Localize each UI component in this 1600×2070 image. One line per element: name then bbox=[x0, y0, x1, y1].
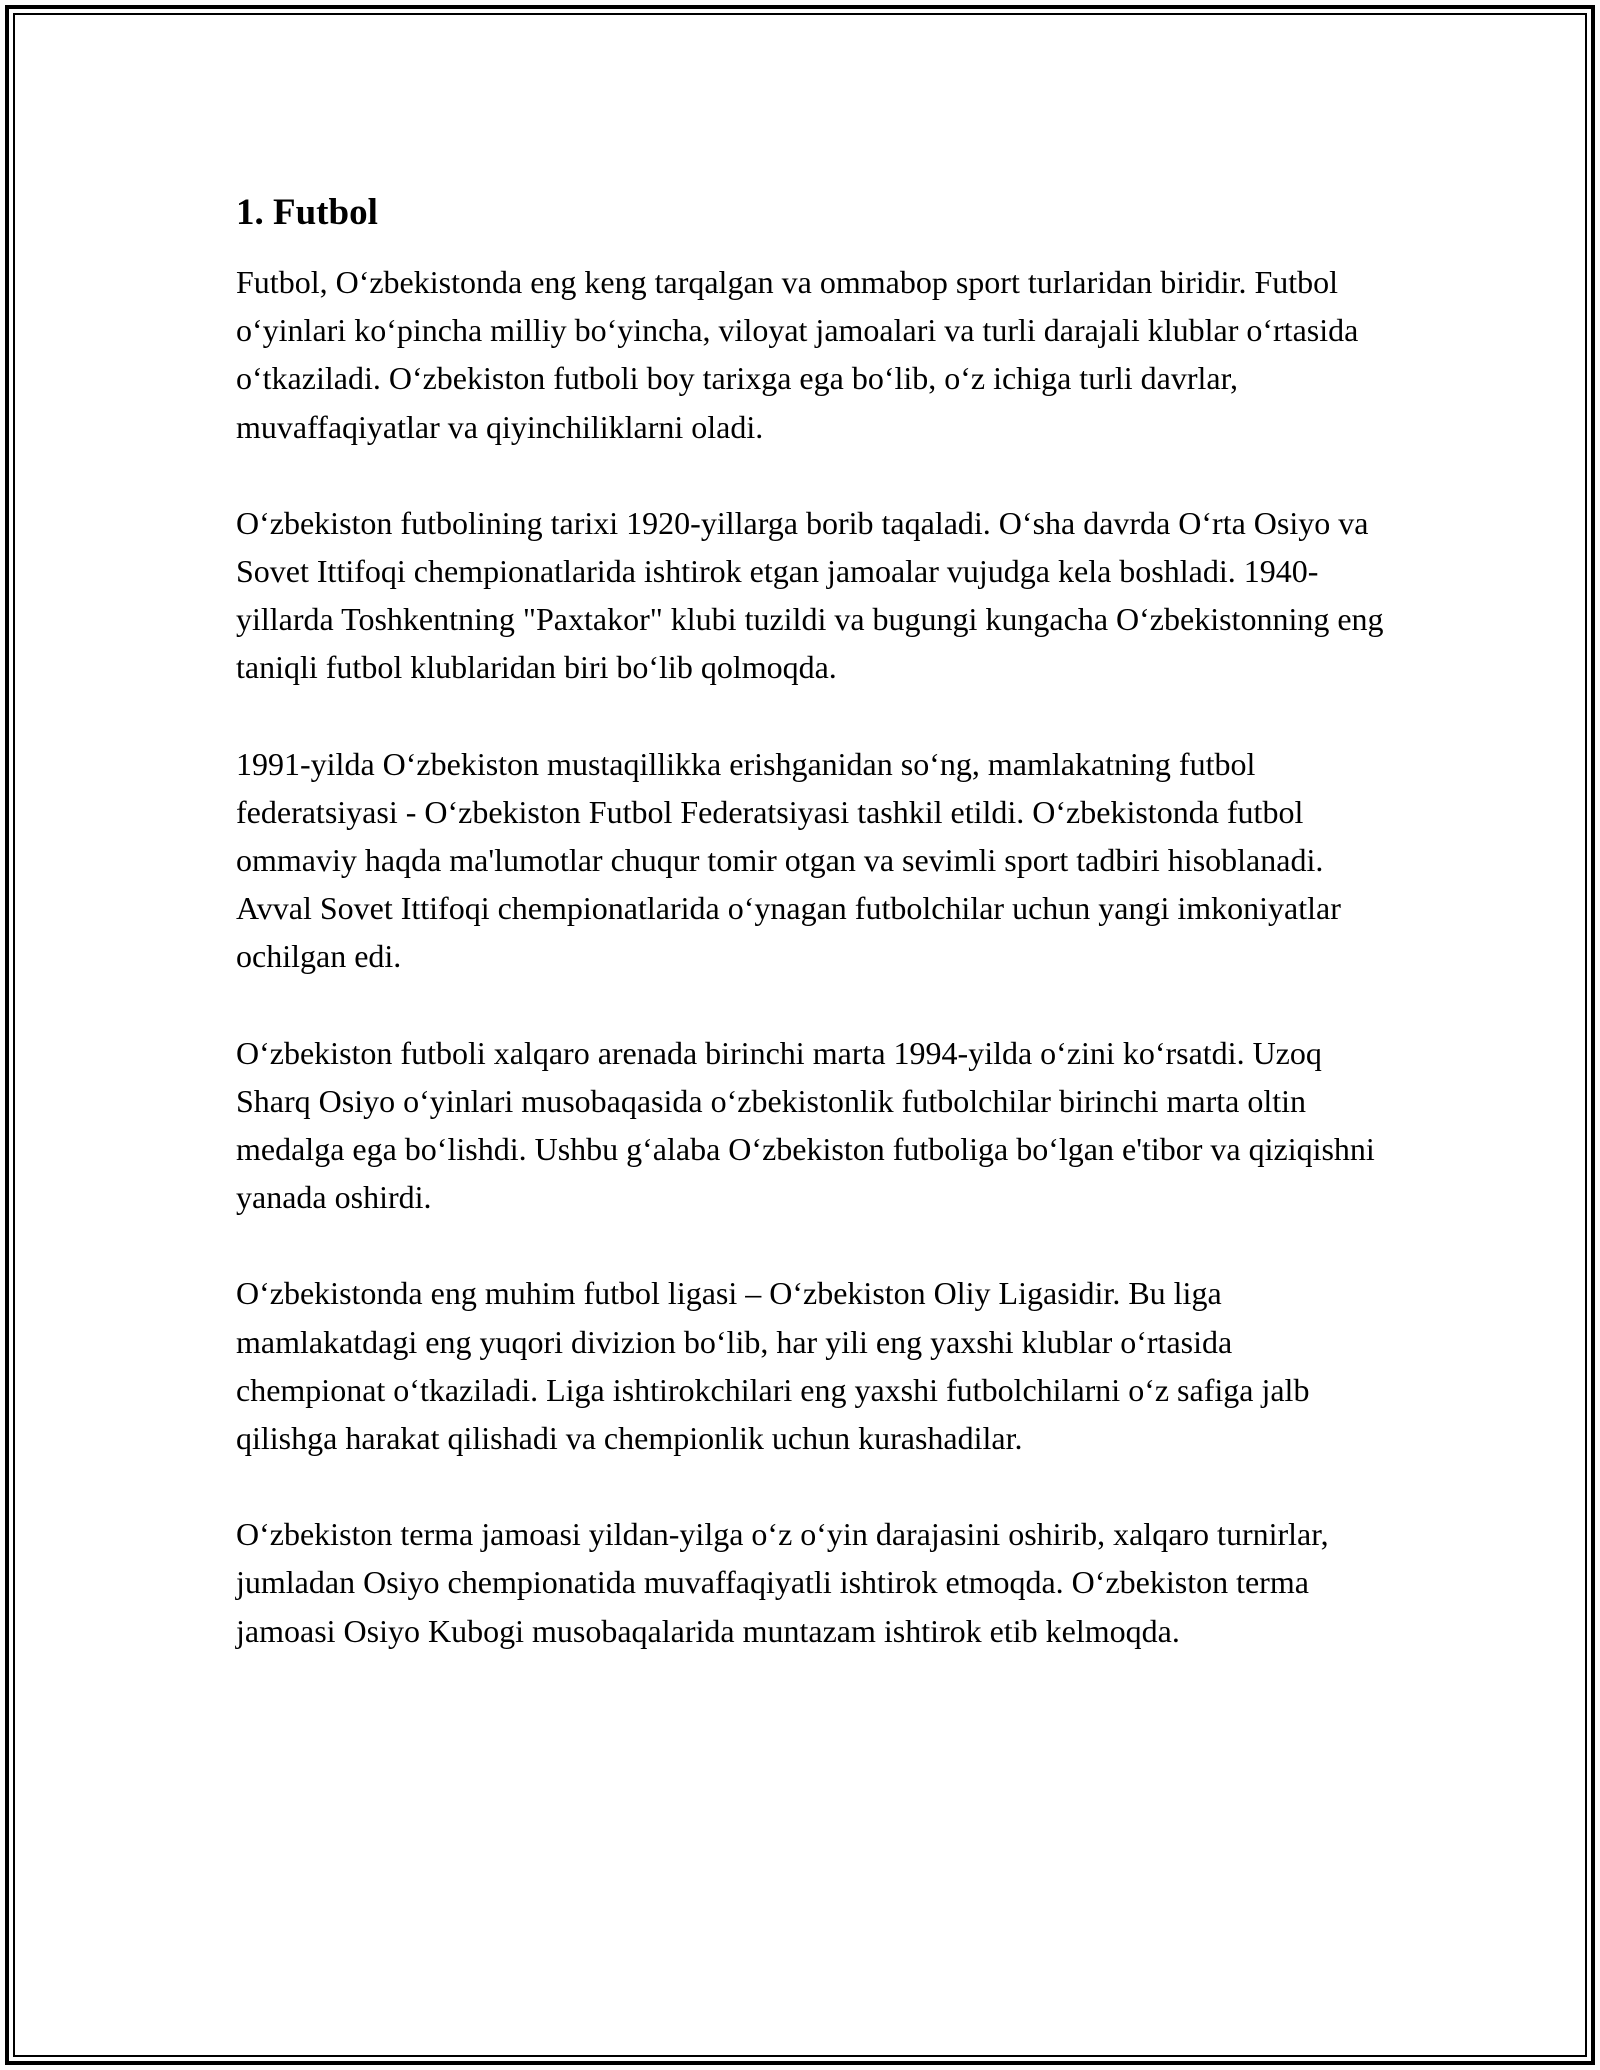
paragraph-independence: 1991-yilda O‘zbekiston mustaqillikka erishganidan so‘ng, mamlakatning futbol federatsiyasi - O‘zbekiston Futbol Federatsiyasi tashkil etildi. O‘zbekistonda futbol ommaviy haqda ma'lumotlar chuqur tomir otgan va sevimli sport tadbiri hisoblanadi. Avval Sovet Ittifoqi chempionatlarida o‘ynagan futbolchilar uchun yangi imkoniyatlar ochilgan edi. bbox=[236, 745, 1341, 975]
paragraph-international: O‘zbekiston futboli xalqaro arenada birinchi marta 1994-yilda o‘zini ko‘rsatdi. Uzoq Sharq Osiyo o‘yinlari musobaqasida o‘zbekistonlik futbolchilar birinchi marta oltin medalga ega bo‘lishdi. Ushbu g‘alaba O‘zbekiston futboliga bo‘lgan e'tibor va qiziqishni yanada oshirdi. bbox=[236, 1034, 1375, 1216]
paragraph-league: O‘zbekistonda eng muhim futbol ligasi – O‘zbekiston Oliy Ligasidir. Bu liga mamlakatdagi eng yuqori divizion bo‘lib, har yili eng yaxshi klublar o‘rtasida chempionat o‘tkaziladi. Liga ishtirokchilari eng yaxshi futbolchilarni o‘z safiga jalb qilishga harakat qilishadi va chempionlik uchun kurashadilar. bbox=[236, 1275, 1310, 1457]
document-body bbox=[236, 186, 1386, 1655]
paragraph-history: O‘zbekiston futbolining tarixi 1920-yillarga borib taqaladi. O‘sha davrda O‘rta Osiyo va Sovet Ittifoqi chempionatlarida ishtirok etgan jamoalar vujudga kela boshladi. 1940-yillarda Toshkentning "Paxtakor" klubi tuzildi va bugungi kungacha O‘zbekistonning eng taniqli futbol klublaridan biri bo‘lib qolmoqda. bbox=[236, 504, 1384, 686]
paragraph-intro: Futbol, O‘zbekistonda eng keng tarqalgan va ommabop sport turlaridan biridir. Futbol o‘yinlari ko‘pincha milliy bo‘yincha, viloyat jamoalari va turli darajali klublar o‘rtasida o‘tkaziladi. O‘zbekiston futboli boy tarixga ega bo‘lib, o‘z ichiga turli davrlar, muvaffaqiyatlar va qiyinchiliklarni oladi. bbox=[236, 264, 1359, 445]
section-heading: 1. Futbol bbox=[236, 192, 378, 233]
paragraph-national-team: O‘zbekiston terma jamoasi yildan-yilga o‘z o‘yin darajasini oshirib, xalqaro turnirlar, jumladan Osiyo chempionatida muvaffaqiyatli ishtirok etmoqda. O‘zbekiston terma jamoasi Osiyo Kubogi musobaqalarida muntazam ishtirok etib kelmoqda. bbox=[236, 1516, 1329, 1649]
